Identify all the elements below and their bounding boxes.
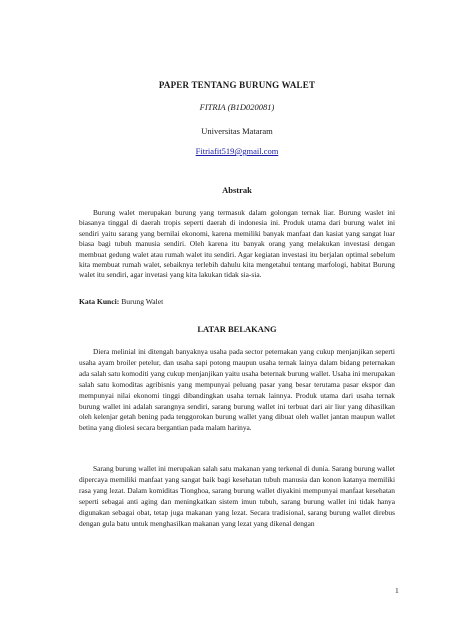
abstract-body: Burung walet merupakan burung yang termasuk dalam golongan ternak liar. Burung waslet ini biasanya tinggal di daerah tropis seperti daerah di indonesia ini. Produk utama dari burung walet ini sendiri yaitu sarang yang bernilai ekonomi, karena memiliki banyak manfaat dan kasiat yang sangat luar biasa bagi tubuh manusia sendiri. Oleh karena itu banyak orang yang melakukan investasi dengan membuat gedung walet atau rumah walet itu sendiri. Agar kegiatan investasi itu berjalan optimal sebelum kita membuat rumah walet, sebaiknya terlebih dahulu kita mengetahui tentang marfologi, habitat Burung walet itu sendiri, agar invetasi yang kita lakukan tidak sia-sia. — [79, 208, 395, 280]
author-name: FITRIA (B1D020081) — [199, 102, 275, 112]
affiliation: Universitas Mataram — [201, 126, 273, 136]
keywords-value: Burung Walet — [121, 297, 164, 306]
abstract-heading: Abstrak — [222, 185, 252, 195]
abstract-text — [79, 208, 395, 281]
email-link[interactable]: Fitriafit519@gmail.com — [195, 146, 279, 156]
keywords-label: Kata Kunci: — [79, 297, 120, 306]
section-heading: LATAR BELAKANG — [197, 324, 277, 334]
page-number: 1 — [395, 586, 399, 595]
email-line — [0, 146, 474, 156]
paragraph-1-text: Diera melinial ini ditengah banyaknya usaha pada sector peternakan yang cukup menjanjikan seperti usaha ayam broiler petelur, dan usaha sapi potong maupun usaha ternak lainya dalam bidang peternakan ada salah satu komoditi yang cukup menjanjikan yaitu usaha beternak burung wallet. Usaha ini merupakan salah satu komoditas agribisnis yang mempunyai peluang pasar yang besar terutama pasar ekspor dan mempunyai nilai ekonomi tinggi dibandingkan usaha ternak lainnya. Produk utama dari usaha ternak burung wallet ini adalah sarangnya sendiri, sarang burung wallet ini terbuat dari air liur yang dihasilkan oleh kelenjar getah bening pada tenggorokan burung wallet yang dibuat oleh wallet jantan maupun wallet betina yang diolesi secara bergantian pada malam harinya. — [79, 347, 395, 433]
body-paragraph-2 — [79, 464, 395, 529]
keywords — [79, 297, 395, 306]
body-paragraph-1 — [79, 347, 395, 434]
paper-title: PAPER TENTANG BURUNG WALET — [158, 80, 316, 90]
paragraph-2-text: Sarang burung wallet ini merupakan salah satu makanan yang terkenal di dunia. Sarang burung wallet dipercaya memiliki manfaat yang sangat baik bagi kesehatan tubuh manusia dan konon katanya memiliki rasa yang lezat. Dalam komiditas Tionghoa, sarang burung wallet diyakini mempunyai manfaat kesehatan seperti sebagai anti aging dan meningkatkan sistem imun tubuh, sarang burung wallet ini tidak hanya digunakan sebagai obat, tetap juga makanan yang lezat. Secara tradisional, sarang burung wallet direbus dengan gula batu untuk menghasilkan makanan yang lezat yang dikenal dengan — [79, 464, 395, 528]
